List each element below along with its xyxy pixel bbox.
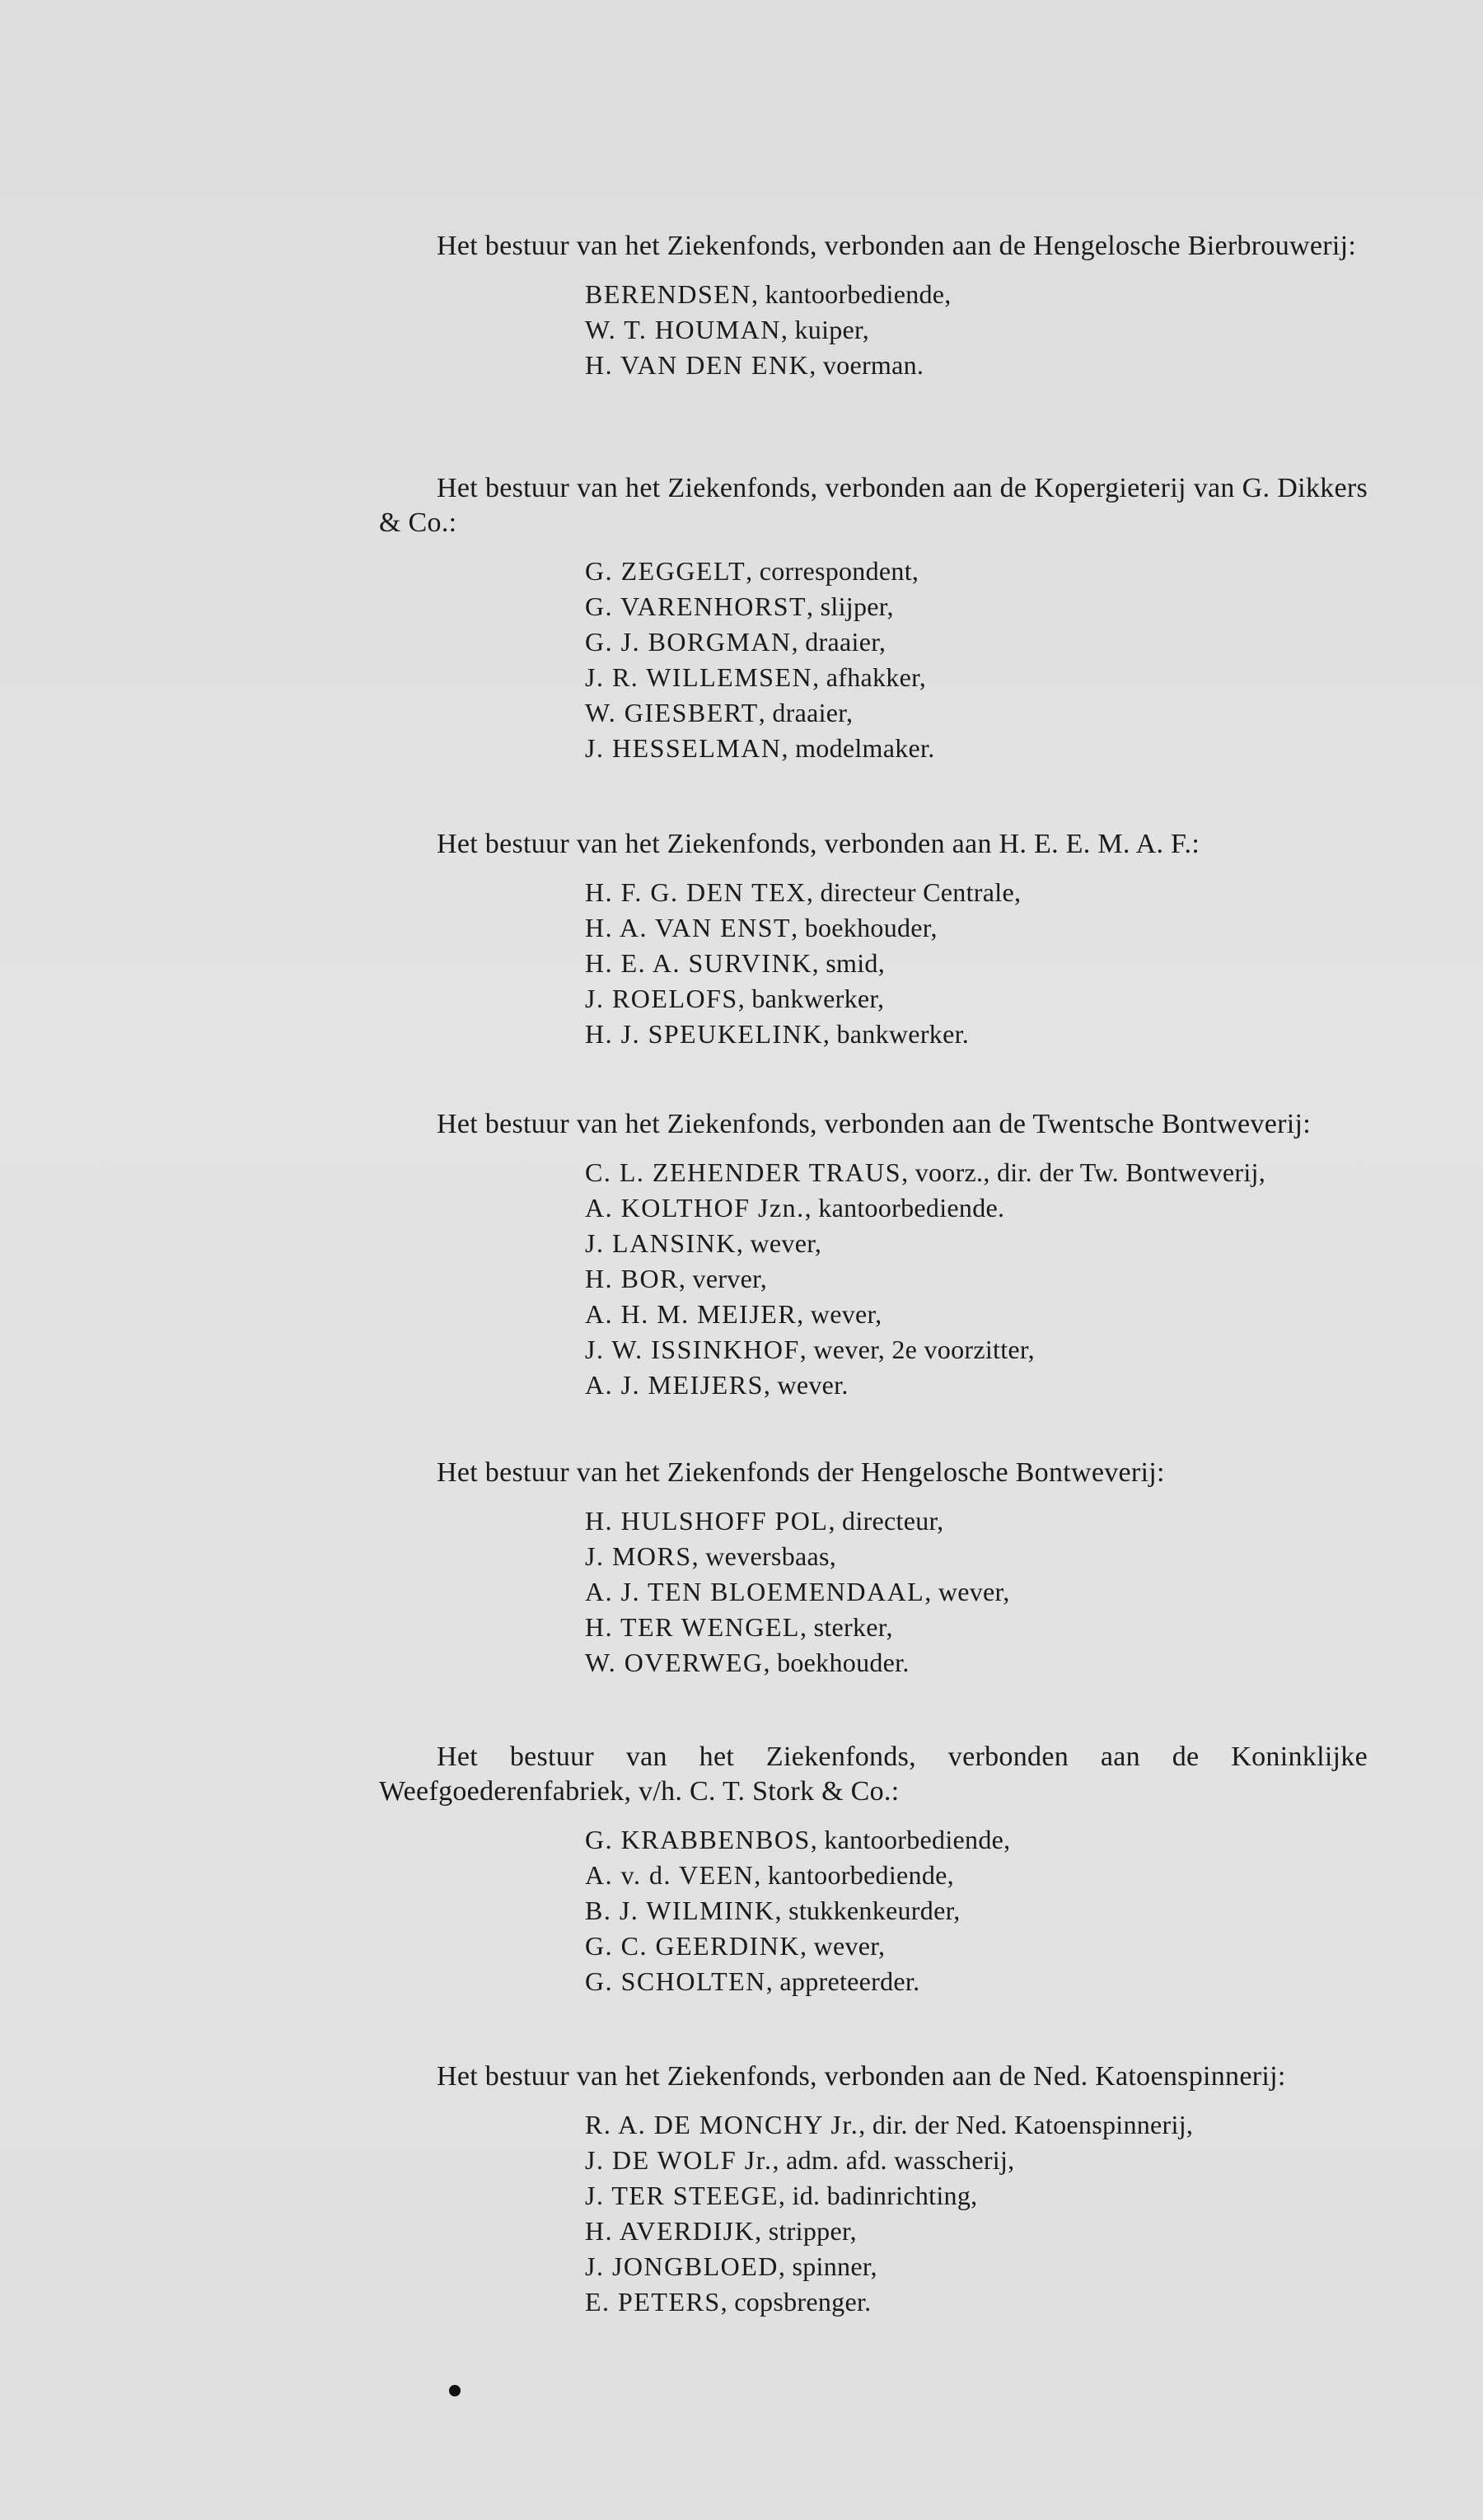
section-bierbrouwerij xyxy=(379,229,1368,383)
member-role: kantoorbediende, xyxy=(824,1825,1011,1854)
member-role: weversbaas, xyxy=(705,1541,837,1571)
member-entry: A. J. TEN BLOEMENDAAL, wever, xyxy=(585,1577,1010,1606)
member-entry: W. T. HOUMAN, kuiper, xyxy=(585,315,870,344)
section-intro: Het bestuur van het Ziekenfonds, verbonden aan H. E. E. M. A. F.: xyxy=(437,829,1200,859)
member-role: slijper, xyxy=(820,591,894,621)
member-name: H. J. SPEUKELINK xyxy=(585,1019,823,1049)
section-heemaf xyxy=(379,827,1368,1052)
member-entry: J. ROELOFS, bankwerker, xyxy=(585,984,885,1013)
member-entry: J. DE WOLF Jr., adm. afd. wasscherij, xyxy=(585,2145,1015,2175)
section-intro: Het bestuur van het Ziekenfonds, verbonden aan de Kopergieterij van G. Dikkers & Co.: xyxy=(379,473,1368,538)
member-name: H. A. VAN ENST xyxy=(585,913,792,942)
member-name: G. ZEGGELT xyxy=(585,556,746,586)
member-role: directeur Centrale, xyxy=(820,877,1022,907)
section-katoenspinnerij xyxy=(379,2059,1368,2320)
member-list xyxy=(379,554,1368,766)
member-role: kantoorbediende, xyxy=(767,1860,954,1890)
member-role: voorz., dir. der Tw. Bontweverij, xyxy=(915,1157,1266,1187)
member-name: G. SCHOLTEN xyxy=(585,1966,766,1996)
member-name: A. J. MEIJERS xyxy=(585,1370,764,1400)
member-entry: A. KOLTHOF Jzn., kantoorbediende. xyxy=(585,1193,1005,1223)
member-role: wever, xyxy=(813,1931,886,1961)
member-entry: J. W. ISSINKHOF, wever, 2e voorzitter, xyxy=(585,1335,1035,1364)
member-entry: J. LANSINK, wever, xyxy=(585,1228,822,1258)
member-entry: H. E. A. SURVINK, smid, xyxy=(585,948,886,978)
member-name: H. HULSHOFF POL xyxy=(585,1506,829,1536)
member-entry: A. v. d. VEEN, kantoorbediende, xyxy=(585,1860,954,1890)
member-role: boekhouder. xyxy=(777,1648,910,1677)
member-entry: G. VARENHORST, slijper, xyxy=(585,591,894,621)
member-role: spinner, xyxy=(792,2251,877,2281)
member-name: E. PETERS xyxy=(585,2287,721,2317)
member-role: stripper, xyxy=(768,2216,857,2246)
member-role: wever, xyxy=(810,1299,882,1329)
member-entry: G. J. BORGMAN, draaier, xyxy=(585,627,887,657)
member-role: id. badinrichting, xyxy=(792,2181,978,2210)
member-role: bankwerker. xyxy=(836,1019,970,1049)
section-kopergieterij xyxy=(379,471,1368,766)
section-twentsche-bontweverij xyxy=(379,1107,1368,1403)
member-role: kantoorbediende, xyxy=(765,279,952,309)
member-role: draaier, xyxy=(805,627,887,657)
member-entry: A. H. M. MEIJER, wever, xyxy=(585,1299,882,1329)
member-name: H. F. G. DEN TEX xyxy=(585,877,807,907)
member-name: G. J. BORGMAN xyxy=(585,627,792,657)
member-role: draaier, xyxy=(772,698,854,727)
member-name: J. DE WOLF Jr. xyxy=(585,2145,773,2175)
member-name: G. KRABBENBOS xyxy=(585,1825,811,1854)
member-entry: E. PETERS, copsbrenger. xyxy=(585,2287,872,2317)
member-entry: H. A. VAN ENST, boekhouder, xyxy=(585,913,938,942)
member-role: afhakker, xyxy=(826,662,927,692)
member-entry: G. KRABBENBOS, kantoorbediende, xyxy=(585,1825,1011,1854)
member-role: voerman. xyxy=(822,350,924,380)
member-name: H. E. A. SURVINK xyxy=(585,948,812,978)
section-intro: Het bestuur van het Ziekenfonds der Hengelosche Bontweverij: xyxy=(437,1457,1165,1488)
member-entry: BERENDSEN, kantoorbediende, xyxy=(585,279,952,309)
member-role: bankwerker, xyxy=(751,984,885,1013)
member-list xyxy=(379,875,1368,1052)
section-intro: Het bestuur van het Ziekenfonds, verbonden aan de Twentsche Bontweverij: xyxy=(437,1109,1311,1139)
section-intro: Het bestuur van het Ziekenfonds, verbonden aan de Hengelosche Bierbrouwerij: xyxy=(437,231,1357,261)
member-role: copsbrenger. xyxy=(734,2287,872,2317)
section-intro: Het bestuur van het Ziekenfonds, verbonden aan de Ned. Katoenspinnerij: xyxy=(437,2061,1286,2092)
member-entry: H. F. G. DEN TEX, directeur Centrale, xyxy=(585,877,1022,907)
member-role: sterker, xyxy=(813,1612,893,1642)
member-entry: R. A. DE MONCHY Jr., dir. der Ned. Katoenspinnerij, xyxy=(585,2110,1194,2139)
member-entry: H. J. SPEUKELINK, bankwerker. xyxy=(585,1019,970,1049)
member-entry: B. J. WILMINK, stukkenkeurder, xyxy=(585,1896,961,1925)
member-name: BERENDSEN xyxy=(585,279,751,309)
member-role: wever. xyxy=(777,1370,849,1400)
member-name: W. OVERWEG xyxy=(585,1648,764,1677)
member-entry: J. TER STEEGE, id. badinrichting, xyxy=(585,2181,978,2210)
member-entry: G. SCHOLTEN, appreteerder. xyxy=(585,1966,920,1996)
member-entry: G. ZEGGELT, correspondent, xyxy=(585,556,919,586)
member-role: kantoorbediende. xyxy=(818,1193,1005,1223)
member-entry: H. TER WENGEL, sterker, xyxy=(585,1612,893,1642)
member-name: J. LANSINK xyxy=(585,1228,737,1258)
member-entry: J. MORS, weversbaas, xyxy=(585,1541,837,1571)
section-weefgoederenfabriek xyxy=(379,1740,1368,1999)
member-role: kuiper, xyxy=(794,315,870,344)
member-list xyxy=(379,1822,1368,1999)
member-name: C. L. ZEHENDER TRAUS xyxy=(585,1157,902,1187)
member-name: J. JONGBLOED xyxy=(585,2251,779,2281)
member-name: J. R. WILLEMSEN xyxy=(585,662,813,692)
member-role: appreteerder. xyxy=(779,1966,920,1996)
member-name: J. W. ISSINKHOF xyxy=(585,1335,800,1364)
member-role: verver, xyxy=(692,1264,768,1293)
member-name: J. HESSELMAN xyxy=(585,733,782,763)
member-name: H. VAN DEN ENK xyxy=(585,350,810,380)
member-role: wever, xyxy=(750,1228,822,1258)
member-entry: W. OVERWEG, boekhouder. xyxy=(585,1648,910,1677)
member-name: G. C. GEERDINK xyxy=(585,1931,800,1961)
member-entry: C. L. ZEHENDER TRAUS, voorz., dir. der Tw. Bontweverij, xyxy=(585,1157,1266,1187)
member-name: J. ROELOFS xyxy=(585,984,738,1013)
member-entry: H. HULSHOFF POL, directeur, xyxy=(585,1506,944,1536)
member-name: H. BOR xyxy=(585,1264,679,1293)
member-name: W. T. HOUMAN xyxy=(585,315,781,344)
member-name: J. TER STEEGE xyxy=(585,2181,779,2210)
member-entry: J. R. WILLEMSEN, afhakker, xyxy=(585,662,927,692)
member-entry: W. GIESBERT, draaier, xyxy=(585,698,854,727)
member-role: modelmaker. xyxy=(795,733,935,763)
member-entry: G. C. GEERDINK, wever, xyxy=(585,1931,886,1961)
member-name: R. A. DE MONCHY Jr. xyxy=(585,2110,859,2139)
member-entry: A. J. MEIJERS, wever. xyxy=(585,1370,849,1400)
section-hengelosche-bontweverij xyxy=(379,1456,1368,1681)
member-role: directeur, xyxy=(842,1506,944,1536)
member-role: wever, 2e voorzitter, xyxy=(813,1335,1035,1364)
member-role: wever, xyxy=(938,1577,1010,1606)
member-name: G. VARENHORST xyxy=(585,591,807,621)
member-entry: J. JONGBLOED, spinner, xyxy=(585,2251,877,2281)
member-list xyxy=(379,277,1368,383)
member-role: correspondent, xyxy=(759,556,919,586)
member-role: smid, xyxy=(826,948,886,978)
member-name: W. GIESBERT xyxy=(585,698,759,727)
ink-mark xyxy=(449,2385,461,2396)
member-entry: H. AVERDIJK, stripper, xyxy=(585,2216,857,2246)
member-name: H. TER WENGEL xyxy=(585,1612,800,1642)
section-intro: Het bestuur van het Ziekenfonds, verbonden aan de Koninklijke Weefgoederenfabriek, v/h. C. T. Stork & Co.: xyxy=(379,1742,1368,1807)
member-role: adm. afd. wasscherij, xyxy=(786,2145,1015,2175)
member-name: A. J. TEN BLOEMENDAAL xyxy=(585,1577,925,1606)
member-name: A. v. d. VEEN xyxy=(585,1860,755,1890)
member-name: A. KOLTHOF Jzn. xyxy=(585,1193,805,1223)
member-role: dir. der Ned. Katoenspinnerij, xyxy=(872,2110,1194,2139)
member-name: A. H. M. MEIJER xyxy=(585,1299,798,1329)
member-name: H. AVERDIJK xyxy=(585,2216,756,2246)
member-entry: H. VAN DEN ENK, voerman. xyxy=(585,350,924,380)
member-list xyxy=(379,1155,1368,1403)
member-list xyxy=(379,2107,1368,2320)
member-role: boekhouder, xyxy=(804,913,938,942)
member-entry: J. HESSELMAN, modelmaker. xyxy=(585,733,935,763)
member-role: stukkenkeurder, xyxy=(788,1896,961,1925)
member-name: B. J. WILMINK xyxy=(585,1896,775,1925)
member-name: J. MORS xyxy=(585,1541,692,1571)
member-list xyxy=(379,1503,1368,1681)
member-entry: H. BOR, verver, xyxy=(585,1264,768,1293)
